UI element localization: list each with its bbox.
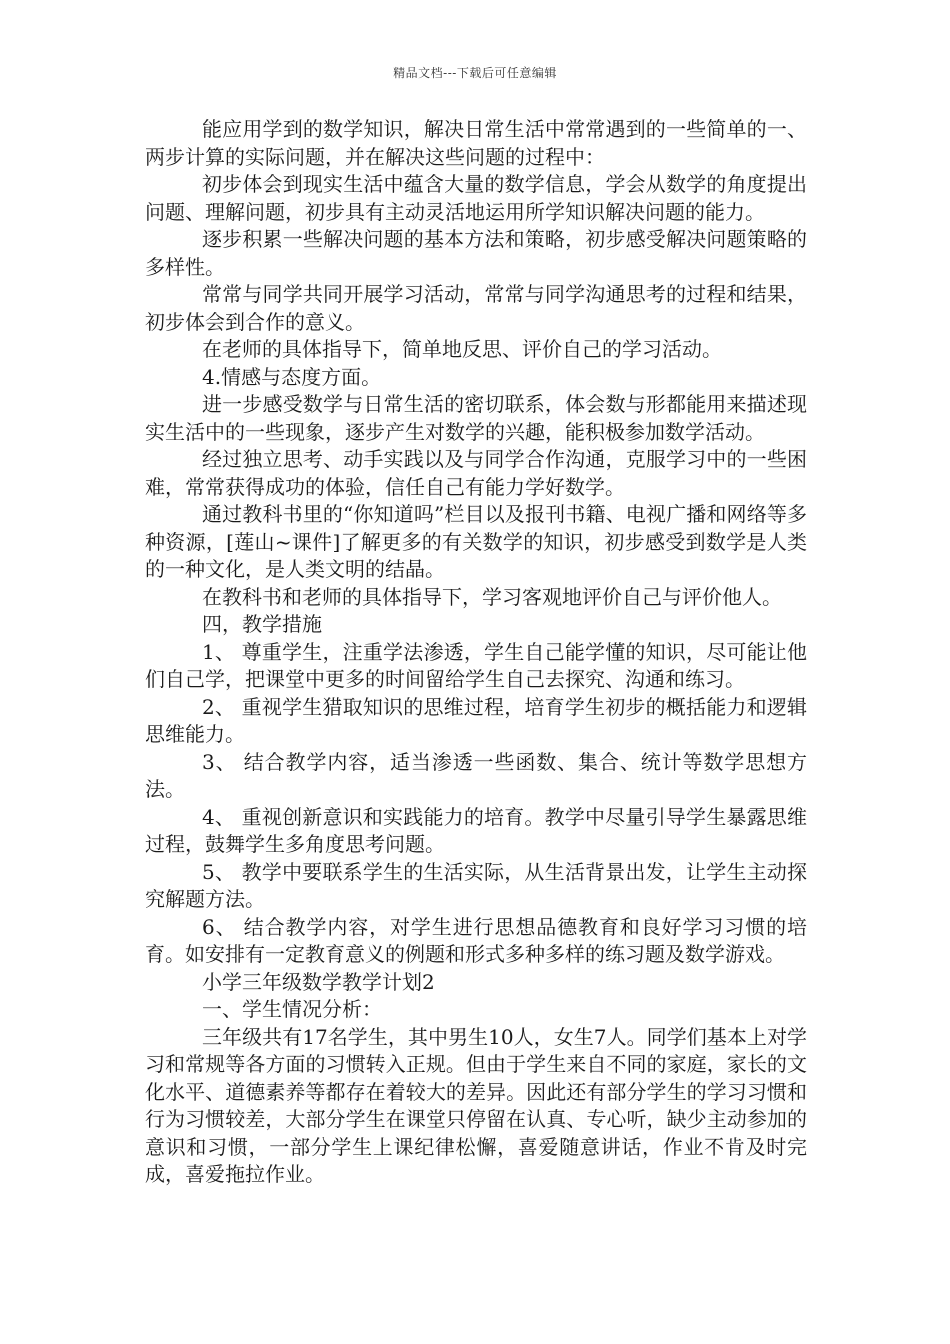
paragraph: 通过教科书里的“你知道吗”栏目以及报刊书籍、电视广播和网络等多种资源，[莲山~课件]了解更多的有关数学的知识，初步感受到数学是人类的一种文化，是人类文明的结晶。 [145,502,807,581]
section-heading: 一、学生情况分析： [202,997,382,1021]
paragraph: 初步体会到现实生活中蕴含大量的数学信息，学会从数学的角度提出问题、理解问题，初步具有主动灵活地运用所学知识解决问题的能力。 [145,172,807,224]
list-item: 6、 结合教学内容，对学生进行思想品德教育和良好学习习惯的培育。如安排有一定教育意义的例题和形式多种多样的练习题及数学游戏。 [145,914,807,966]
section-heading: 四，教学措施 [202,612,322,636]
list-item: 4、 重视创新意识和实践能力的培育。教学中尽量引导学生暴露思维过程，鼓舞学生多角度思考问题。 [145,804,807,856]
paragraph: 常常与同学共同开展学习活动，常常与同学沟通思考的过程和结果，初步体会到合作的意义。 [145,282,807,334]
paragraph: 三年级共有17名学生，其中男生10人，女生7人。同学们基本上对学习和常规等各方面的习惯转入正规。但由于学生来自不同的家庭，家长的文化水平、道德素养等都存在着较大的差异。因此还有部分学生的学习习惯和行为习惯较差，大部分学生在课堂只停留在认真、专心听，缺少主动参加的意识和习惯，一部分学生上课纪律松懈，喜爱随意讲话，作业不肯及时完成，喜爱拖拉作业。 [145,1024,807,1186]
list-item: 1、 尊重学生，注重学法渗透，学生自己能学懂的知识，尽可能让他们自己学，把课堂中更多的时间留给学生自己去探究、沟通和练习。 [145,639,807,691]
paragraph: 在老师的具体指导下，简单地反思、评价自己的学习活动。 [202,337,722,361]
list-item: 5、 教学中要联系学生的生活实际，从生活背景出发，让学生主动探究解题方法。 [145,859,807,911]
section-heading: 4.情感与态度方面。 [202,364,382,389]
paragraph: 能应用学到的数学知识，解决日常生活中常常遇到的一些简单的一、两步计算的实际问题，并在解决这些问题的过程中： [145,117,807,169]
list-item: 2、 重视学生猎取知识的思维过程，培育学生初步的概括能力和逻辑思维能力。 [145,694,807,746]
paragraph: 进一步感受数学与日常生活的密切联系，体会数与形都能用来描述现实生活中的一些现象，逐步产生对数学的兴趣，能积极参加数学活动。 [145,392,807,444]
paragraph: 在教科书和老师的具体指导下，学习客观地评价自己与评价他人。 [202,584,782,609]
page-header: 精品文档---下载后可任意编辑 [393,66,557,80]
paragraph: 逐步积累一些解决问题的基本方法和策略，初步感受解决问题策略的多样性。 [145,227,807,279]
document-title: 小学三年级数学教学计划2 [202,969,435,994]
document-body [145,116,807,1189]
paragraph: 经过独立思考、动手实践以及与同学合作沟通，克服学习中的一些困难，常常获得成功的体验，信任自己有能力学好数学。 [145,447,807,499]
list-item: 3、 结合教学内容，适当渗透一些函数、集合、统计等数学思想方法。 [145,749,807,801]
